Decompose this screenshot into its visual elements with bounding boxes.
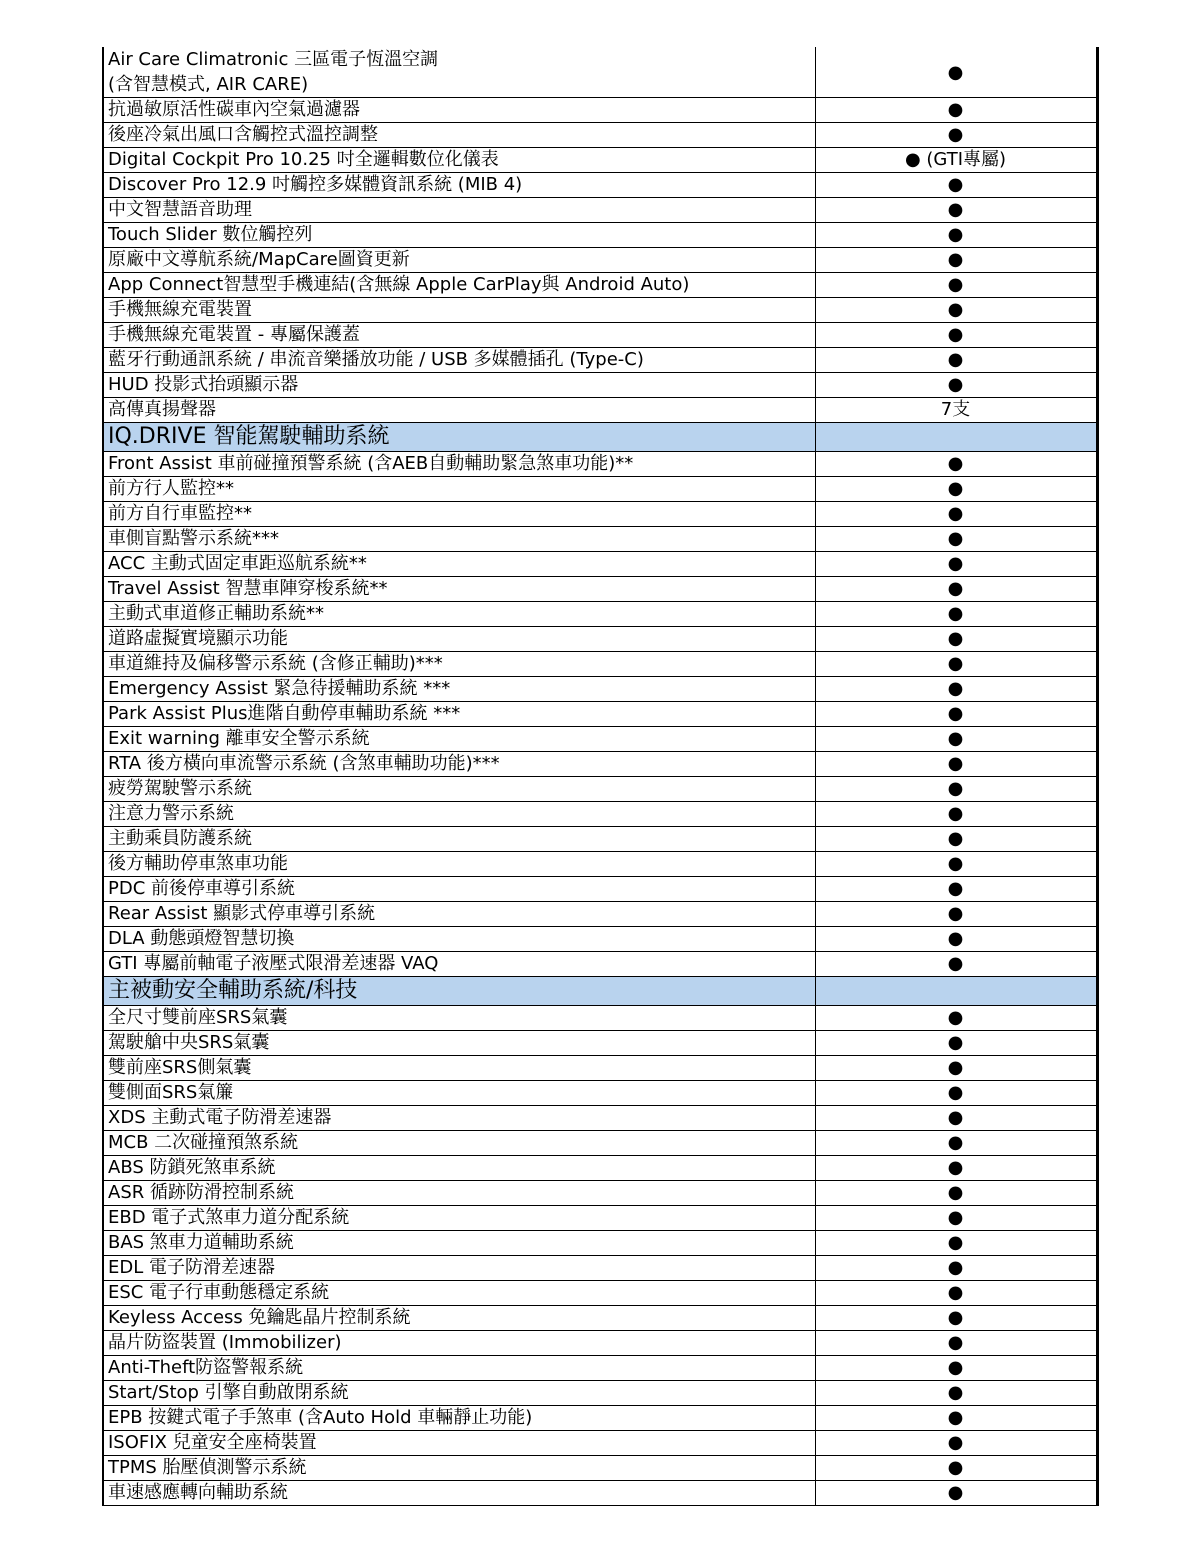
spec-row bbox=[103, 198, 1097, 223]
feature-cell: 原廠中文導航系統/MapCare圖資更新 bbox=[103, 248, 815, 273]
spec-row bbox=[103, 1331, 1097, 1356]
feature-cell: BAS 煞車力道輔助系統 bbox=[103, 1231, 815, 1256]
feature-cell: 後方輔助停車煞車功能 bbox=[103, 852, 815, 877]
feature-cell: Digital Cockpit Pro 10.25 吋全邏輯數位化儀表 bbox=[103, 148, 815, 173]
value-cell: 7支 bbox=[815, 398, 1097, 423]
feature-cell: 主動乘員防護系統 bbox=[103, 827, 815, 852]
value-cell: ● bbox=[815, 1331, 1097, 1356]
value-cell: ● bbox=[815, 802, 1097, 827]
feature-cell: RTA 後方橫向車流警示系統 (含煞車輔助功能)*** bbox=[103, 752, 815, 777]
feature-cell: Air Care Climatronic 三區電子恆溫空調 (含智慧模式, AIR CARE) bbox=[103, 47, 815, 98]
feature-cell: 駕駛艙中央SRS氣囊 bbox=[103, 1031, 815, 1056]
value-cell: ● bbox=[815, 452, 1097, 477]
section-title: IQ.DRIVE 智能駕駛輔助系統 bbox=[103, 423, 815, 452]
section-title: 主被動安全輔助系統/科技 bbox=[103, 977, 815, 1006]
value-cell: ● bbox=[815, 1181, 1097, 1206]
spec-row bbox=[103, 452, 1097, 477]
spec-row bbox=[103, 1106, 1097, 1131]
spec-row bbox=[103, 1031, 1097, 1056]
feature-cell: 後座冷氣出風口含觸控式溫控調整 bbox=[103, 123, 815, 148]
value-cell: ● bbox=[815, 1131, 1097, 1156]
spec-row bbox=[103, 1181, 1097, 1206]
feature-cell: ESC 電子行車動態穩定系統 bbox=[103, 1281, 815, 1306]
value-cell: ● bbox=[815, 477, 1097, 502]
feature-cell: ISOFIX 兒童安全座椅裝置 bbox=[103, 1431, 815, 1456]
feature-cell: ACC 主動式固定車距巡航系統** bbox=[103, 552, 815, 577]
spec-row bbox=[103, 173, 1097, 198]
section-empty-cell bbox=[815, 977, 1097, 1006]
value-cell: ● bbox=[815, 273, 1097, 298]
feature-cell: Exit warning 離車安全警示系統 bbox=[103, 727, 815, 752]
spec-table-body bbox=[103, 47, 1097, 1506]
spec-row bbox=[103, 323, 1097, 348]
feature-cell: Travel Assist 智慧車陣穿梭系統** bbox=[103, 577, 815, 602]
value-cell: ● bbox=[815, 1006, 1097, 1031]
value-cell: ● bbox=[815, 1481, 1097, 1506]
spec-row bbox=[103, 248, 1097, 273]
value-cell: ● bbox=[815, 502, 1097, 527]
value-cell: ● bbox=[815, 298, 1097, 323]
value-cell: ● bbox=[815, 1081, 1097, 1106]
value-cell: ● bbox=[815, 777, 1097, 802]
spec-row bbox=[103, 627, 1097, 652]
spec-row bbox=[103, 1256, 1097, 1281]
feature-cell: 注意力警示系統 bbox=[103, 802, 815, 827]
spec-row bbox=[103, 1406, 1097, 1431]
value-cell: ● bbox=[815, 1056, 1097, 1081]
value-cell: ● bbox=[815, 727, 1097, 752]
spec-row bbox=[103, 752, 1097, 777]
spec-row bbox=[103, 223, 1097, 248]
feature-cell: 手機無線充電裝置 - 專屬保護蓋 bbox=[103, 323, 815, 348]
value-cell: ● bbox=[815, 198, 1097, 223]
spec-row bbox=[103, 602, 1097, 627]
feature-cell: 抗過敏原活性碳車內空氣過濾器 bbox=[103, 98, 815, 123]
value-cell: ● bbox=[815, 1431, 1097, 1456]
spec-row bbox=[103, 827, 1097, 852]
feature-cell: App Connect智慧型手機連結(含無線 Apple CarPlay與 Android Auto) bbox=[103, 273, 815, 298]
feature-cell: 手機無線充電裝置 bbox=[103, 298, 815, 323]
value-cell: ● bbox=[815, 652, 1097, 677]
value-cell: ● bbox=[815, 248, 1097, 273]
spec-row bbox=[103, 1231, 1097, 1256]
value-cell: ● bbox=[815, 1206, 1097, 1231]
value-cell: ● bbox=[815, 1456, 1097, 1481]
feature-cell: 中文智慧語音助理 bbox=[103, 198, 815, 223]
feature-cell: 車道維持及偏移警示系統 (含修正輔助)*** bbox=[103, 652, 815, 677]
feature-cell: 前方行人監控** bbox=[103, 477, 815, 502]
feature-cell: MCB 二次碰撞預煞系統 bbox=[103, 1131, 815, 1156]
value-cell: ● bbox=[815, 877, 1097, 902]
value-cell: ● bbox=[815, 827, 1097, 852]
feature-cell: EDL 電子防滑差速器 bbox=[103, 1256, 815, 1281]
spec-row bbox=[103, 348, 1097, 373]
feature-cell: Discover Pro 12.9 吋觸控多媒體資訊系統 (MIB 4) bbox=[103, 173, 815, 198]
spec-row bbox=[103, 552, 1097, 577]
spec-row bbox=[103, 902, 1097, 927]
feature-cell: ASR 循跡防滑控制系統 bbox=[103, 1181, 815, 1206]
spec-row bbox=[103, 1131, 1097, 1156]
feature-cell: EPB 按鍵式電子手煞車 (含Auto Hold 車輛靜止功能) bbox=[103, 1406, 815, 1431]
value-cell: ● bbox=[815, 902, 1097, 927]
value-cell: ● bbox=[815, 1156, 1097, 1181]
value-cell: ● bbox=[815, 927, 1097, 952]
spec-row bbox=[103, 148, 1097, 173]
value-cell: ● bbox=[815, 1231, 1097, 1256]
value-cell: ● bbox=[815, 1106, 1097, 1131]
feature-cell: Emergency Assist 緊急待援輔助系統 *** bbox=[103, 677, 815, 702]
spec-row bbox=[103, 1456, 1097, 1481]
spec-row bbox=[103, 273, 1097, 298]
section-empty-cell bbox=[815, 423, 1097, 452]
spec-table bbox=[102, 47, 1099, 1506]
value-cell: ● bbox=[815, 98, 1097, 123]
spec-row bbox=[103, 123, 1097, 148]
spec-row bbox=[103, 1306, 1097, 1331]
value-cell: ● bbox=[815, 577, 1097, 602]
spec-row bbox=[103, 477, 1097, 502]
value-cell: ● bbox=[815, 223, 1097, 248]
feature-cell: 藍牙行動通訊系統 / 串流音樂播放功能 / USB 多媒體插孔 (Type-C) bbox=[103, 348, 815, 373]
feature-cell: 晶片防盜裝置 (Immobilizer) bbox=[103, 1331, 815, 1356]
feature-cell: 疲勞駕駛警示系統 bbox=[103, 777, 815, 802]
value-cell: ● bbox=[815, 702, 1097, 727]
value-cell: ● bbox=[815, 677, 1097, 702]
spec-row bbox=[103, 677, 1097, 702]
spec-row bbox=[103, 927, 1097, 952]
feature-cell: Anti-Theft防盜警報系統 bbox=[103, 1356, 815, 1381]
section-header-row bbox=[103, 423, 1097, 452]
spec-row bbox=[103, 1281, 1097, 1306]
spec-row bbox=[103, 373, 1097, 398]
spec-row bbox=[103, 1081, 1097, 1106]
spec-row bbox=[103, 702, 1097, 727]
feature-cell: Park Assist Plus進階自動停車輔助系統 *** bbox=[103, 702, 815, 727]
value-cell: ● bbox=[815, 173, 1097, 198]
value-cell: ● bbox=[815, 1031, 1097, 1056]
feature-cell: 前方自行車監控** bbox=[103, 502, 815, 527]
feature-cell: GTI 專屬前軸電子液壓式限滑差速器 VAQ bbox=[103, 952, 815, 977]
value-cell: ● bbox=[815, 323, 1097, 348]
feature-cell: Keyless Access 免鑰匙晶片控制系統 bbox=[103, 1306, 815, 1331]
feature-cell: Touch Slider 數位觸控列 bbox=[103, 223, 815, 248]
feature-cell: 高傳真揚聲器 bbox=[103, 398, 815, 423]
spec-row bbox=[103, 777, 1097, 802]
spec-row bbox=[103, 652, 1097, 677]
value-cell: ● bbox=[815, 47, 1097, 98]
value-cell: ● bbox=[815, 852, 1097, 877]
feature-cell: XDS 主動式電子防滑差速器 bbox=[103, 1106, 815, 1131]
feature-cell: 車側盲點警示系統*** bbox=[103, 527, 815, 552]
spec-row bbox=[103, 98, 1097, 123]
feature-cell: PDC 前後停車導引系統 bbox=[103, 877, 815, 902]
value-cell: ● bbox=[815, 602, 1097, 627]
value-cell: ● bbox=[815, 752, 1097, 777]
feature-cell: Start/Stop 引擎自動啟閉系統 bbox=[103, 1381, 815, 1406]
feature-cell: DLA 動態頭燈智慧切換 bbox=[103, 927, 815, 952]
spec-row bbox=[103, 952, 1097, 977]
feature-cell: 全尺寸雙前座SRS氣囊 bbox=[103, 1006, 815, 1031]
feature-cell: 車速感應轉向輔助系統 bbox=[103, 1481, 815, 1506]
spec-row bbox=[103, 1006, 1097, 1031]
value-cell: ● bbox=[815, 527, 1097, 552]
value-cell: ● bbox=[815, 373, 1097, 398]
feature-cell: 道路虛擬實境顯示功能 bbox=[103, 627, 815, 652]
feature-cell: Front Assist 車前碰撞預警系統 (含AEB自動輔助緊急煞車功能)** bbox=[103, 452, 815, 477]
spec-row bbox=[103, 1206, 1097, 1231]
spec-row bbox=[103, 398, 1097, 423]
value-cell: ● bbox=[815, 1406, 1097, 1431]
spec-row bbox=[103, 1431, 1097, 1456]
value-cell: ● bbox=[815, 952, 1097, 977]
feature-cell: 雙前座SRS側氣囊 bbox=[103, 1056, 815, 1081]
section-header-row bbox=[103, 977, 1097, 1006]
value-cell: ● bbox=[815, 1381, 1097, 1406]
feature-cell: ABS 防鎖死煞車系統 bbox=[103, 1156, 815, 1181]
spec-row bbox=[103, 877, 1097, 902]
feature-cell: HUD 投影式抬頭顯示器 bbox=[103, 373, 815, 398]
value-cell: ● (GTI專屬) bbox=[815, 148, 1097, 173]
spec-row bbox=[103, 502, 1097, 527]
value-cell: ● bbox=[815, 627, 1097, 652]
spec-row bbox=[103, 577, 1097, 602]
spec-row bbox=[103, 1056, 1097, 1081]
spec-row bbox=[103, 298, 1097, 323]
feature-cell: Rear Assist 顯影式停車導引系統 bbox=[103, 902, 815, 927]
value-cell: ● bbox=[815, 552, 1097, 577]
spec-row bbox=[103, 1356, 1097, 1381]
spec-row bbox=[103, 47, 1097, 98]
spec-row bbox=[103, 852, 1097, 877]
feature-cell: 雙側面SRS氣簾 bbox=[103, 1081, 815, 1106]
value-cell: ● bbox=[815, 123, 1097, 148]
spec-row bbox=[103, 1481, 1097, 1506]
spec-row bbox=[103, 1156, 1097, 1181]
feature-cell: EBD 電子式煞車力道分配系統 bbox=[103, 1206, 815, 1231]
feature-cell: 主動式車道修正輔助系統** bbox=[103, 602, 815, 627]
spec-row bbox=[103, 1381, 1097, 1406]
value-cell: ● bbox=[815, 1281, 1097, 1306]
value-cell: ● bbox=[815, 348, 1097, 373]
spec-row bbox=[103, 802, 1097, 827]
feature-cell: TPMS 胎壓偵測警示系統 bbox=[103, 1456, 815, 1481]
value-cell: ● bbox=[815, 1356, 1097, 1381]
value-cell: ● bbox=[815, 1306, 1097, 1331]
spec-row bbox=[103, 527, 1097, 552]
spec-row bbox=[103, 727, 1097, 752]
value-cell: ● bbox=[815, 1256, 1097, 1281]
